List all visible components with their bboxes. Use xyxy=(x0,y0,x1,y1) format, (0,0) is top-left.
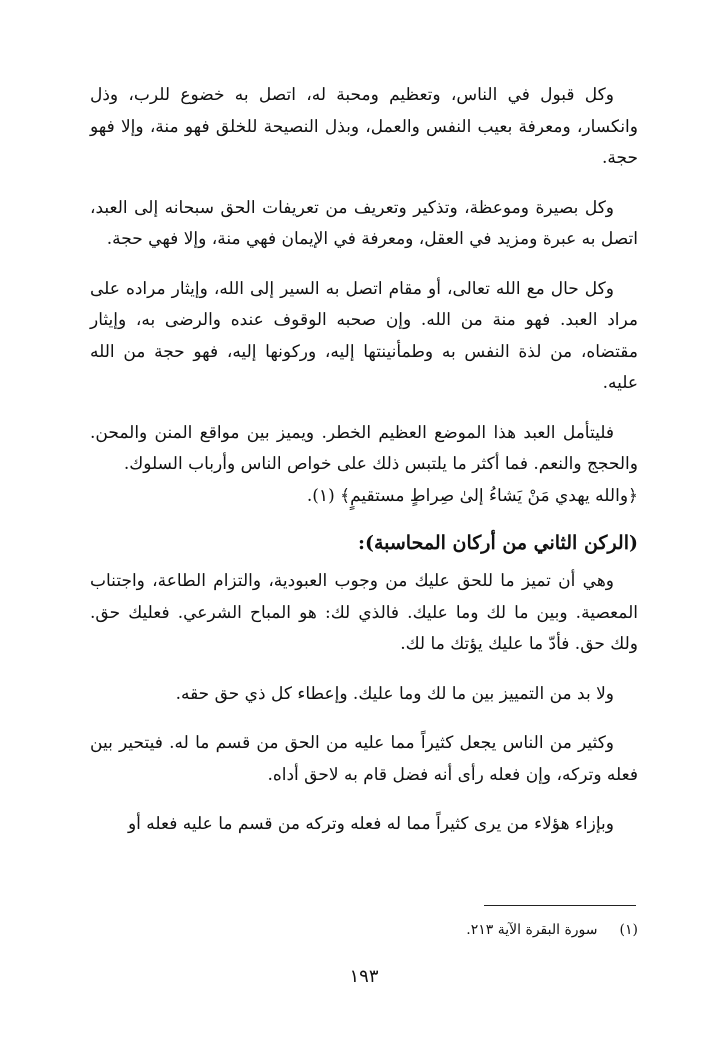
footnote xyxy=(466,918,638,942)
paragraph-1: وكل قبول في الناس، وتعظيم ومحبة له، اتصل به خضوع للرب، وذل وانكسار، ومعرفة بعيب النفس والعمل، وبذل النصيحة للخلق فهو منة، وإلا فهو حجة. xyxy=(90,85,638,168)
paragraph-6: ولا بد من التمييز بين ما لك وما عليك. وإعطاء كل ذي حق حقه. xyxy=(175,683,614,704)
paragraph-4-text: فليتأمل العبد هذا الموضع العظيم الخطر. ويميز بين مواقع المنن والمحن. والحجج والنعم. فما أكثر ما يلتبس ذلك على خواص الناس وأرباب السلوك. xyxy=(90,422,638,474)
paragraph-3: وكل حال مع الله تعالى، أو مقام اتصل به السير إلى الله، وإيثار مراده على مراد العبد. فهو منة من الله. وإن صحبه الوقوف عنده والرضى به، وإيثار مقتضاه، من لذة النفس به وطمأنينتها إليه، وركونها إليه، فهو حجة من الله عليه. xyxy=(90,278,638,393)
paragraph-7: وكثير من الناس يجعل كثيراً مما عليه من الحق من قسم ما له. فيتحير بين فعله وتركه، وإن فعله رأى أنه فضل قام به لاحق أداه. xyxy=(90,733,638,785)
paragraph-8: وبإزاء هؤلاء من يرى كثيراً مما له فعله وتركه من قسم ما عليه فعله أو xyxy=(127,814,614,834)
quran-quote: ﴿والله يهدي مَنْ يَشاءُ إلىٰ صِراطٍ مستقيمٍ﴾ xyxy=(340,485,638,506)
footnote-divider xyxy=(484,905,636,906)
section-heading: (الركن الثاني من أركان المحاسبة): xyxy=(357,532,638,554)
paragraph-2: وكل بصيرة وموعظة، وتذكير وتعريف من تعريفات الحق سبحانه إلى العبد، اتصل به عبرة ومزيد في العقل، ومعرفة في الإيمان فهي منة، وإلا فهي حجة. xyxy=(90,197,638,249)
main-text xyxy=(90,80,638,841)
page-number: ١٩٣ xyxy=(349,966,379,987)
footnote-text: سورة البقرة الآية ٢١٣. xyxy=(466,922,598,938)
quote-footnote-ref: (١). xyxy=(306,485,335,506)
paragraph-4 xyxy=(90,418,638,513)
paragraph-5: وهي أن تميز ما للحق عليك من وجوب العبودية، والتزام الطاعة، واجتناب المعصية. وبين ما لك وما عليك. فالذي لك: هو المباح الشرعي. فعليك حق. ولك حق. فأدّ ما عليك يؤتك ما لك. xyxy=(90,571,638,654)
footnote-number: (١) xyxy=(619,922,638,938)
